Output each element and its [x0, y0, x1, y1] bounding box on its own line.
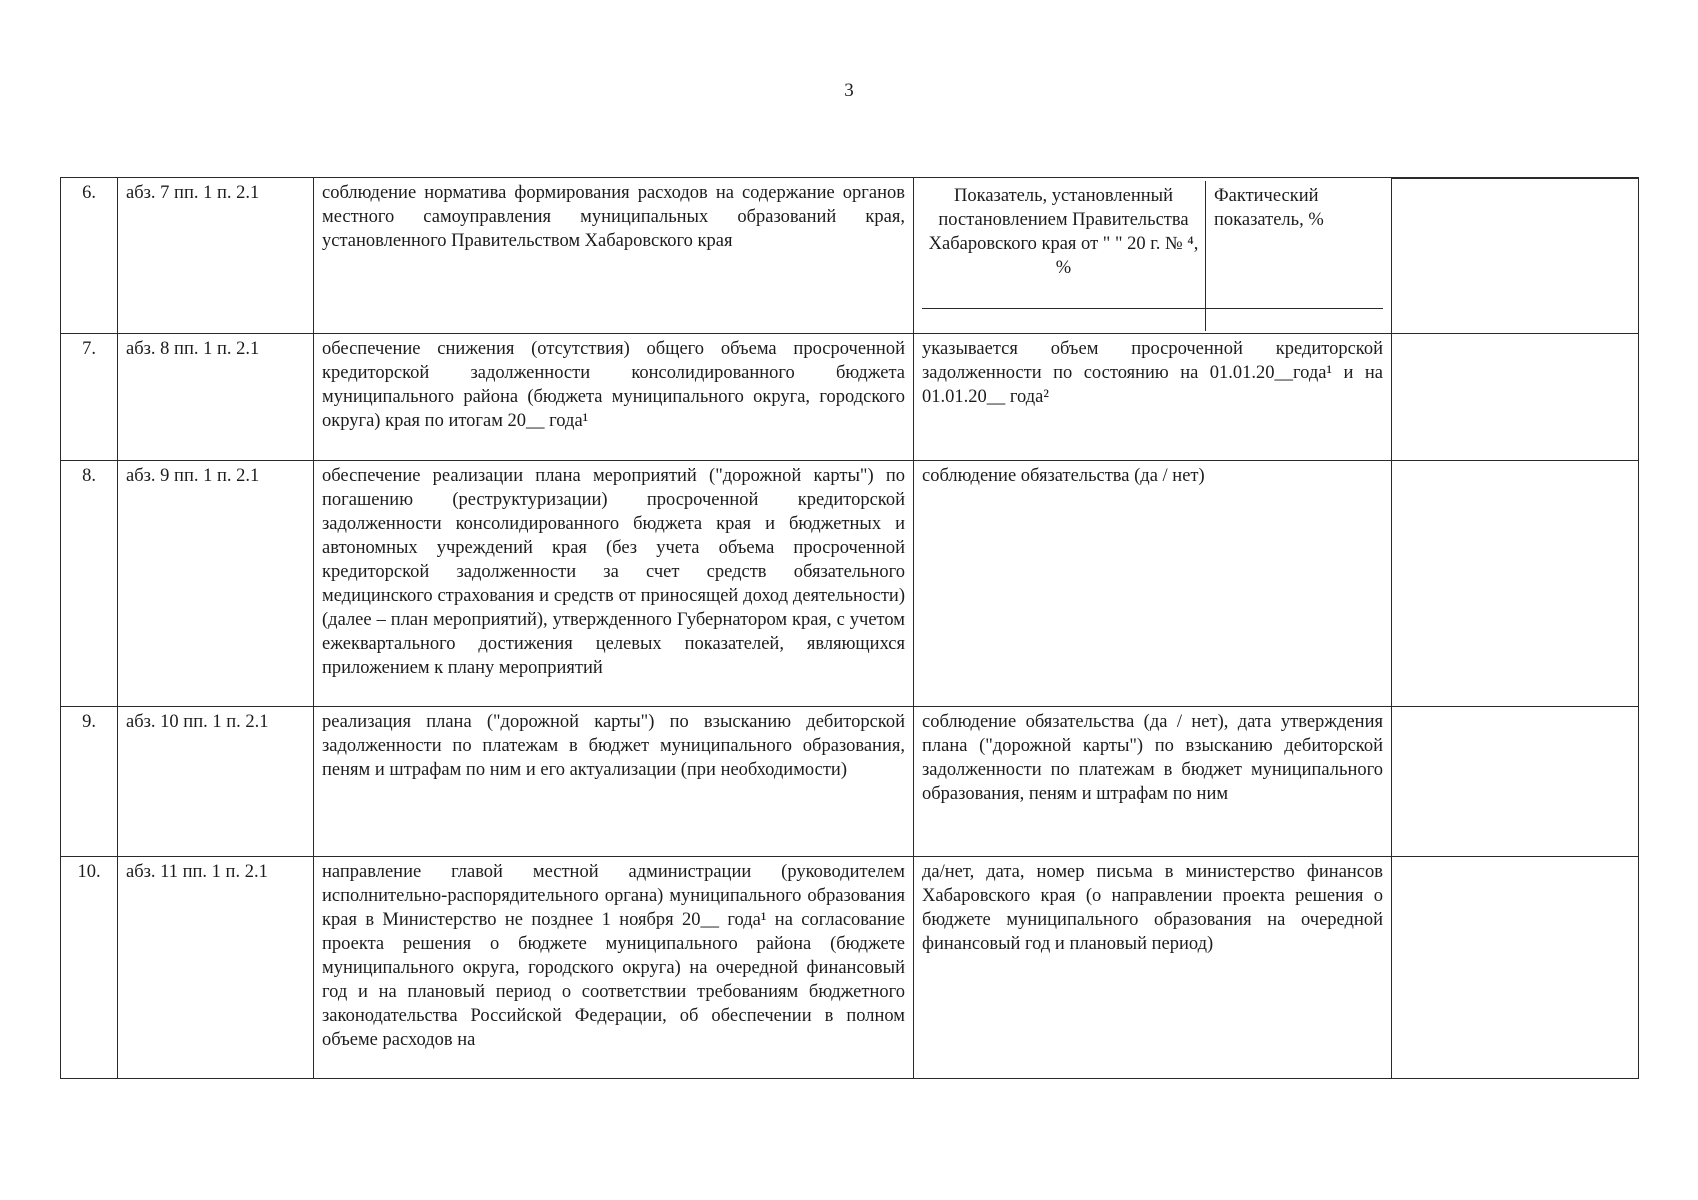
table-row — [61, 707, 1639, 857]
row-reference: абз. 10 пп. 1 п. 2.1 — [118, 707, 314, 857]
row-number: 8. — [61, 461, 118, 707]
row-reference: абз. 11 пп. 1 п. 2.1 — [118, 857, 314, 1079]
indicator-blank-row — [922, 308, 1383, 331]
row-reference: абз. 8 пп. 1 п. 2.1 — [118, 334, 314, 461]
row-number: 6. — [61, 178, 118, 334]
table-row — [61, 857, 1639, 1079]
row-blank — [1392, 707, 1639, 857]
row-criterion: обеспечение реализации плана мероприятий ("дорожной карты") по погашению (реструктуризации) просроченной кредиторской задолженности консолидированного бюджета края и бюджетных и автономных учреждений края (без учета объема просроченной кредиторской задолженности за счет средств обязательного медицинского страхования и средств от приносящей доход деятельности) (далее – план мероприятий), утвержденного Губернатором края, с учетом ежеквартального достижения целевых показателей, являющихся приложением к плану мероприятий — [314, 461, 914, 707]
row-number: 7. — [61, 334, 118, 461]
table-row — [61, 334, 1639, 461]
row-criterion: обеспечение снижения (отсутствия) общего объема просроченной кредиторской задолженности консолидированного бюджета муниципального района (бюджета муниципального округа, городского округа) края по итогам 20__ года¹ — [314, 334, 914, 461]
row-blank — [1392, 857, 1639, 1079]
row-blank — [1392, 461, 1639, 707]
row-indicator: указывается объем просроченной кредиторской задолженности по состоянию на 01.01.20__года¹ и на 01.01.20__ года² — [914, 334, 1392, 461]
row-indicator: да/нет, дата, номер письма в министерство финансов Хабаровского края (о направлении проекта решения о бюджете муниципального образования на очередной финансовый год и плановый период) — [914, 857, 1392, 1079]
row-blank — [1392, 334, 1639, 461]
table-row — [61, 461, 1639, 707]
row-number: 9. — [61, 707, 118, 857]
page-number: 3 — [844, 80, 854, 101]
table-row — [61, 178, 1639, 334]
row-reference: абз. 9 пп. 1 п. 2.1 — [118, 461, 314, 707]
row-criterion: реализация плана ("дорожной карты") по взысканию дебиторской задолженности по платежам в бюджет муниципального образования, пеням и штрафам по ним и его актуализации (при необходимости) — [314, 707, 914, 857]
row-number: 10. — [61, 857, 118, 1079]
row-indicator — [914, 178, 1392, 334]
row-indicator: соблюдение обязательства (да / нет), дата утверждения плана ("дорожной карты") по взысканию дебиторской задолженности по платежам в бюджет муниципального образования, пеням и штрафам по ним — [914, 707, 1392, 857]
row-criterion: направление главой местной администрации (руководителем исполнительно-распорядительного органа) муниципального образования края в Министерство не позднее 1 ноября 20__ года¹ на согласование проекта решения о бюджете муниципального района (бюджете муниципального округа, городского округа) на очередной финансовый год и на плановый период о соответствии требованиям бюджетного законодательства Российской Федерации, об обеспечении в полном объеме расходов на — [314, 857, 914, 1079]
criteria-table — [60, 177, 1639, 1079]
indicator-established: Показатель, установленный постановлением Правительства Хабаровского края от " " 20 г. № ⁴, % — [922, 181, 1206, 308]
row-blank — [1392, 178, 1639, 334]
row-criterion: соблюдение норматива формирования расходов на содержание органов местного самоуправления муниципальных образований края, установленного Правительством Хабаровского края — [314, 178, 914, 334]
row-reference: абз. 7 пп. 1 п. 2.1 — [118, 178, 314, 334]
row-indicator: соблюдение обязательства (да / нет) — [914, 461, 1392, 707]
indicator-actual: Фактический показатель, % — [1214, 186, 1324, 230]
